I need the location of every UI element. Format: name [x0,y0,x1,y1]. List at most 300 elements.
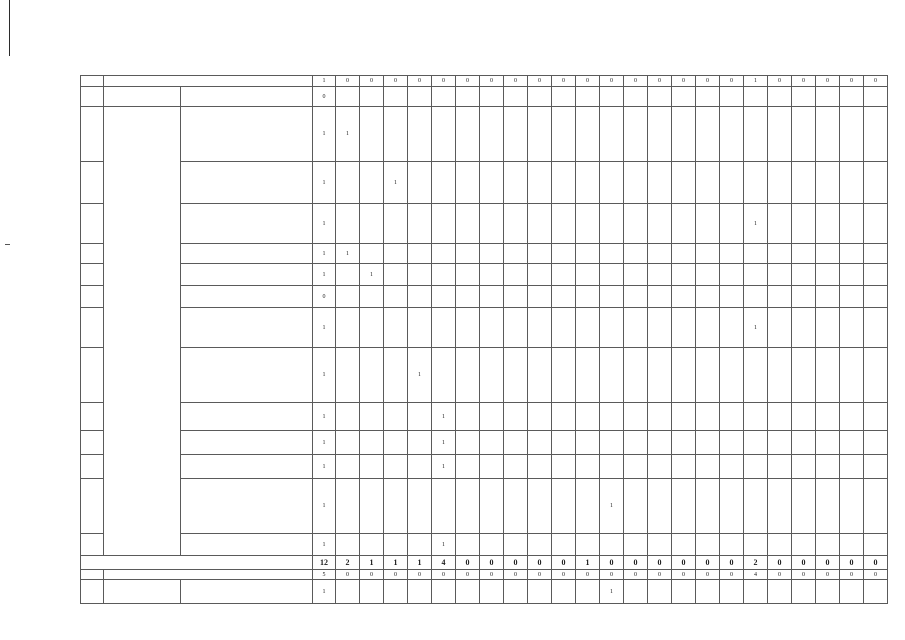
value-cell: 2 [744,556,768,570]
value-cell [336,87,360,107]
value-cell: 12 [313,556,336,570]
value-cell [864,455,888,479]
value-cell [600,204,624,244]
value-cell [744,162,768,204]
description-cell [181,162,313,204]
value-cell [672,264,696,286]
value-cell [480,87,504,107]
description-cell [181,87,313,107]
value-cell [648,264,672,286]
value-cell [816,204,840,244]
value-cell [816,286,840,308]
value-cell [408,286,432,308]
value-cell [648,431,672,455]
value-cell [528,534,552,556]
value-cell: 0 [313,87,336,107]
value-cell [720,204,744,244]
value-cell [840,264,864,286]
value-cell [408,264,432,286]
value-cell [528,162,552,204]
table-row [81,264,888,286]
description-cell [181,204,313,244]
value-cell [528,264,552,286]
value-cell [864,162,888,204]
value-cell [336,479,360,534]
row-index [81,162,104,204]
value-cell [648,204,672,244]
group-label [104,107,181,556]
value-cell: 0 [624,570,648,580]
value-cell [576,534,600,556]
value-cell [744,403,768,431]
value-cell: 0 [792,76,816,87]
page-left-rule [9,0,10,56]
value-cell [648,479,672,534]
value-cell: 1 [313,264,336,286]
value-cell [840,162,864,204]
value-cell [624,264,648,286]
value-cell [696,244,720,264]
description-cell [181,534,313,556]
value-cell [696,286,720,308]
value-cell: 1 [313,403,336,431]
value-cell [720,534,744,556]
value-cell [360,87,384,107]
value-cell [552,534,576,556]
value-cell: 0 [840,76,864,87]
value-cell: 0 [672,76,696,87]
value-cell [624,286,648,308]
value-cell [552,580,576,604]
value-cell [840,431,864,455]
value-cell [672,286,696,308]
value-cell: 0 [720,76,744,87]
value-cell [696,403,720,431]
value-cell [528,479,552,534]
value-cell [792,87,816,107]
value-cell [720,162,744,204]
value-cell [600,286,624,308]
value-cell [648,580,672,604]
value-cell [864,286,888,308]
value-cell [696,264,720,286]
value-cell [408,479,432,534]
description-cell [181,264,313,286]
value-cell [864,264,888,286]
value-cell [528,87,552,107]
value-cell [816,403,840,431]
value-cell: 0 [696,570,720,580]
value-cell: 1 [313,162,336,204]
value-cell [360,403,384,431]
value-cell [744,244,768,264]
value-cell [552,244,576,264]
row-index [81,455,104,479]
value-cell [600,403,624,431]
value-cell [504,204,528,244]
value-cell [792,204,816,244]
value-cell [552,286,576,308]
value-cell [576,204,600,244]
value-cell [384,286,408,308]
value-cell [360,308,384,348]
value-cell [864,204,888,244]
value-cell [792,580,816,604]
value-cell: 1 [313,534,336,556]
value-cell [768,286,792,308]
value-cell [360,348,384,403]
value-cell: 0 [648,76,672,87]
value-cell [648,286,672,308]
value-cell: 0 [456,570,480,580]
value-cell: 1 [408,348,432,403]
value-cell: 0 [768,76,792,87]
value-cell [696,431,720,455]
value-cell [744,348,768,403]
value-cell [816,479,840,534]
value-cell [432,286,456,308]
row-index [81,286,104,308]
value-cell [360,534,384,556]
value-cell [552,204,576,244]
description-cell [181,286,313,308]
value-cell [696,87,720,107]
table-row [81,204,888,244]
value-cell [552,403,576,431]
value-cell [672,348,696,403]
value-cell [648,348,672,403]
value-cell [816,244,840,264]
value-cell [768,204,792,244]
value-cell: 0 [816,76,840,87]
value-cell [504,162,528,204]
value-cell [720,107,744,162]
value-cell: 0 [384,76,408,87]
value-cell [480,162,504,204]
value-cell [336,348,360,403]
value-cell [744,580,768,604]
row-index [81,308,104,348]
description-cell [181,403,313,431]
value-cell [816,455,840,479]
value-cell [456,204,480,244]
value-cell [504,286,528,308]
value-cell [768,534,792,556]
value-cell [432,204,456,244]
value-cell [792,264,816,286]
value-cell [840,534,864,556]
page-margin-tick [5,244,10,245]
value-cell [840,479,864,534]
value-cell [672,403,696,431]
value-cell [864,403,888,431]
value-cell [504,431,528,455]
value-cell [576,107,600,162]
value-cell [576,580,600,604]
value-cell: 0 [528,570,552,580]
value-cell [792,403,816,431]
value-cell [408,204,432,244]
value-cell: 0 [432,76,456,87]
value-cell [528,204,552,244]
value-cell [480,479,504,534]
value-cell [408,455,432,479]
row-index [81,534,104,556]
description-cell [181,244,313,264]
value-cell [432,87,456,107]
value-cell [528,580,552,604]
value-cell [624,244,648,264]
value-cell [768,308,792,348]
value-cell [648,455,672,479]
value-cell [696,348,720,403]
value-cell [672,162,696,204]
value-cell [792,308,816,348]
table-row [81,348,888,403]
value-cell: 0 [792,570,816,580]
value-cell [816,431,840,455]
value-cell [432,308,456,348]
value-cell: 0 [552,556,576,570]
value-cell [504,455,528,479]
value-cell: 2 [336,556,360,570]
value-cell [360,107,384,162]
value-cell [672,455,696,479]
value-cell [768,431,792,455]
value-cell [816,107,840,162]
description-cell [181,431,313,455]
value-cell: 0 [576,76,600,87]
value-cell [456,348,480,403]
value-cell [552,264,576,286]
value-cell [384,403,408,431]
value-cell [816,308,840,348]
value-cell [456,308,480,348]
value-cell [720,431,744,455]
value-cell [360,431,384,455]
value-cell: 0 [528,76,552,87]
value-cell [792,455,816,479]
value-cell [576,244,600,264]
row-index [81,264,104,286]
value-cell [840,348,864,403]
value-cell [384,308,408,348]
value-cell: 1 [408,556,432,570]
value-cell [768,348,792,403]
statistics-table [80,75,888,604]
value-cell [672,580,696,604]
value-cell [600,308,624,348]
value-cell [672,431,696,455]
value-cell: 0 [600,570,624,580]
value-cell [816,264,840,286]
value-cell: 0 [624,76,648,87]
value-cell: 0 [864,556,888,570]
value-cell [528,286,552,308]
value-cell: 0 [552,570,576,580]
value-cell [720,580,744,604]
value-cell: 0 [408,76,432,87]
value-cell: 0 [768,570,792,580]
value-cell [576,479,600,534]
value-cell [456,107,480,162]
description-cell [181,455,313,479]
value-cell [624,162,648,204]
value-cell [432,264,456,286]
value-cell [480,580,504,604]
value-cell [600,534,624,556]
value-cell [576,264,600,286]
value-cell [552,348,576,403]
value-cell [456,534,480,556]
value-cell [840,580,864,604]
value-cell [864,348,888,403]
value-cell [456,244,480,264]
value-cell [480,264,504,286]
value-cell: 0 [672,570,696,580]
value-cell [384,479,408,534]
value-cell [624,348,648,403]
table-row [81,534,888,556]
value-cell [696,479,720,534]
table-row [81,580,888,604]
value-cell [696,580,720,604]
value-cell [384,348,408,403]
value-cell [360,455,384,479]
value-cell [408,162,432,204]
value-cell [672,479,696,534]
value-cell: 0 [696,76,720,87]
area-cell [104,580,181,604]
value-cell: 1 [336,107,360,162]
value-cell [384,264,408,286]
value-cell: 0 [480,570,504,580]
value-cell [792,479,816,534]
value-cell [408,308,432,348]
value-cell [720,87,744,107]
value-cell [792,162,816,204]
row-index [81,107,104,162]
value-cell [696,455,720,479]
value-cell: 1 [313,348,336,403]
value-cell: 1 [313,107,336,162]
value-cell [456,162,480,204]
value-cell [744,286,768,308]
value-cell [336,264,360,286]
value-cell: 1 [384,162,408,204]
value-cell [600,264,624,286]
value-cell: 0 [576,570,600,580]
value-cell: 0 [360,570,384,580]
value-cell [480,431,504,455]
value-cell: 5 [313,570,336,580]
value-cell [504,580,528,604]
value-cell [432,244,456,264]
value-cell: 0 [672,556,696,570]
value-cell [648,534,672,556]
value-cell: 1 [432,534,456,556]
value-cell [552,107,576,162]
value-cell: 0 [432,570,456,580]
value-cell [576,162,600,204]
value-cell: 0 [648,556,672,570]
value-cell: 0 [528,556,552,570]
value-cell [408,87,432,107]
value-cell [552,455,576,479]
value-cell [744,264,768,286]
value-cell [840,308,864,348]
table-row [81,244,888,264]
value-cell: 1 [313,479,336,534]
description-cell [181,348,313,403]
value-cell: 0 [456,76,480,87]
value-cell [384,431,408,455]
value-cell [336,455,360,479]
value-cell: 0 [864,76,888,87]
value-cell: 1 [313,76,336,87]
value-cell: 1 [360,264,384,286]
value-cell [672,244,696,264]
value-cell [648,308,672,348]
value-cell [432,479,456,534]
value-cell [648,244,672,264]
value-cell: 0 [600,556,624,570]
value-cell [648,87,672,107]
value-cell [600,162,624,204]
value-cell: 0 [360,76,384,87]
value-cell [840,107,864,162]
value-cell [600,87,624,107]
value-cell [792,244,816,264]
value-cell: 1 [313,308,336,348]
value-cell [552,479,576,534]
value-cell: 1 [744,76,768,87]
value-cell: 0 [864,570,888,580]
value-cell [624,87,648,107]
value-cell [768,403,792,431]
value-cell [456,403,480,431]
value-cell [360,479,384,534]
value-cell [576,308,600,348]
value-cell [408,107,432,162]
table-head-row [81,76,888,87]
value-cell [624,580,648,604]
value-cell [576,348,600,403]
table-row [81,431,888,455]
value-cell [480,455,504,479]
description-cell [181,580,313,604]
value-cell [360,244,384,264]
value-cell [528,308,552,348]
value-cell [624,479,648,534]
value-cell: 1 [313,580,336,604]
value-cell [480,204,504,244]
area-row [81,87,888,107]
value-cell [768,580,792,604]
value-cell: 0 [384,570,408,580]
row-index [81,580,104,604]
value-cell [528,348,552,403]
value-cell [384,244,408,264]
value-cell [576,431,600,455]
value-cell [624,431,648,455]
value-cell [528,107,552,162]
value-cell: 1 [600,580,624,604]
value-cell [816,87,840,107]
value-cell [456,431,480,455]
row-index [81,204,104,244]
table-row [81,286,888,308]
